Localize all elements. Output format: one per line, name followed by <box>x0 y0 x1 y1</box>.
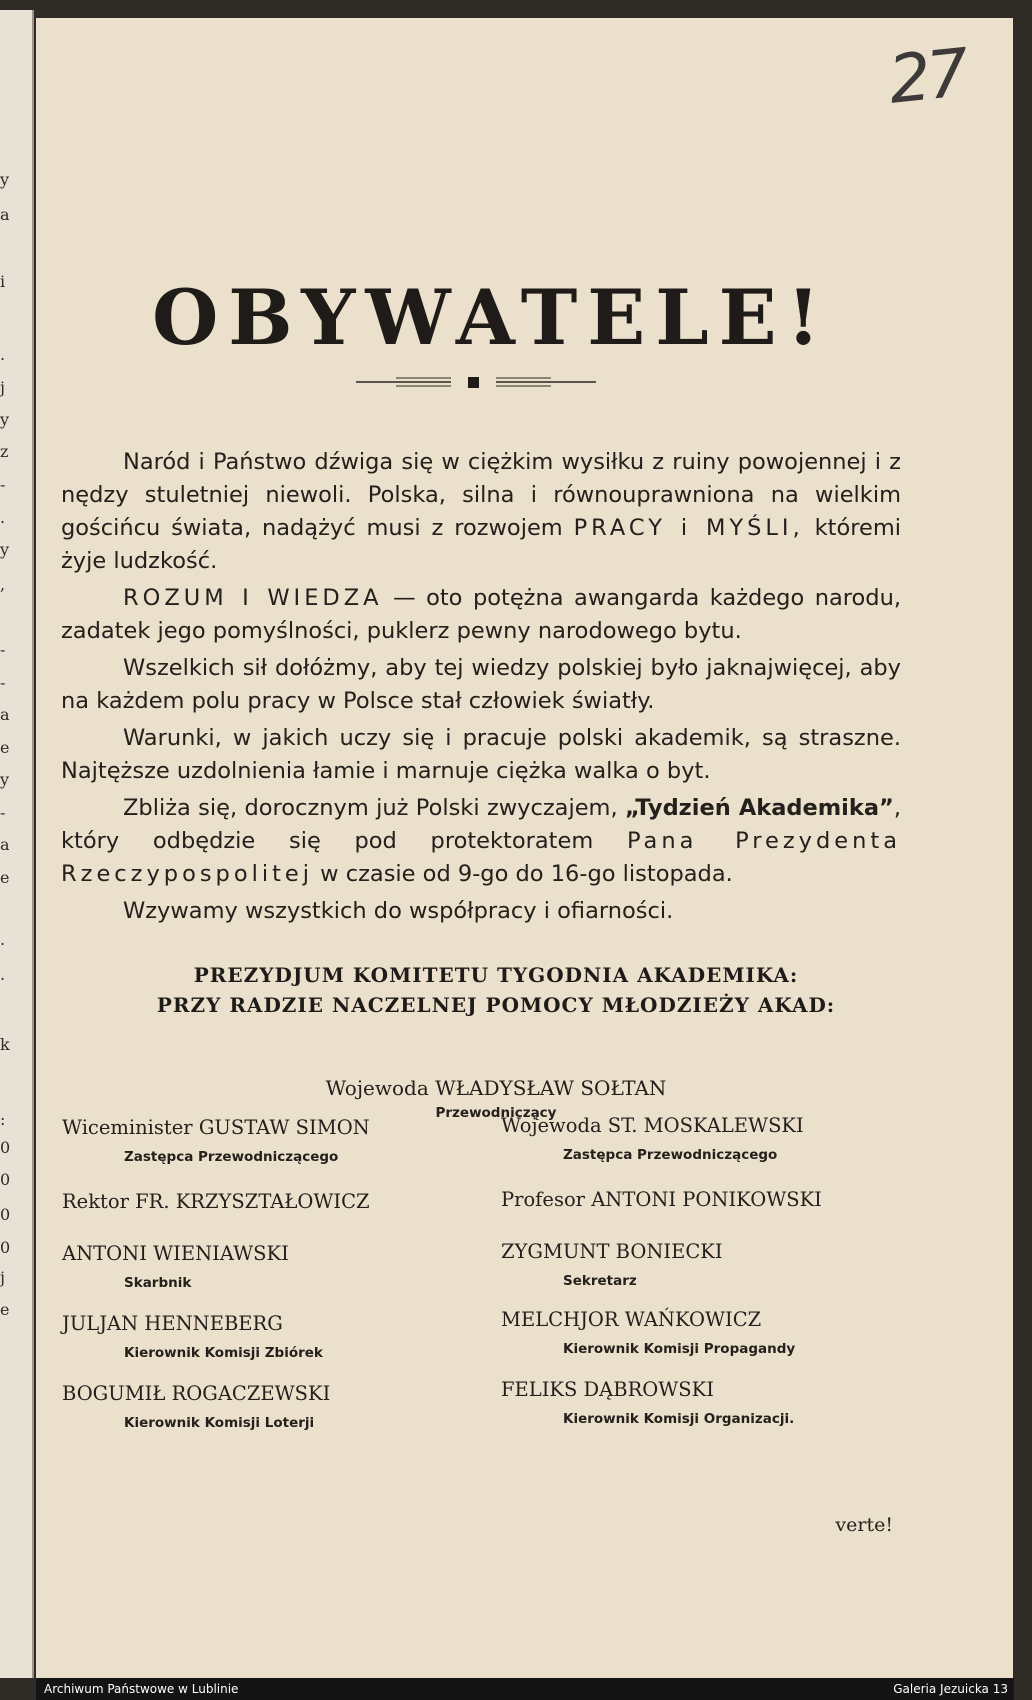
chair-role: Przewodniczący <box>435 1105 557 1121</box>
archive-address: Galeria Jezuicka 13 <box>893 1682 1008 1696</box>
member-entry <box>62 1242 482 1291</box>
margin-letter: , <box>0 575 6 594</box>
margin-letter: i <box>0 272 6 291</box>
ornament-divider-icon <box>356 373 596 393</box>
member-name: Rektor FR. KRZYSZTAŁOWICZ <box>62 1190 370 1213</box>
member-role: Skarbnik <box>124 1275 192 1291</box>
margin-letter: . <box>0 965 6 984</box>
archive-name: Archiwum Państwowe w Lublinie <box>44 1682 239 1696</box>
member-name: Wiceminister GUSTAW SIMON <box>62 1116 370 1139</box>
handwritten-folio-number: 27 <box>885 34 969 119</box>
margin-letter: e <box>0 738 10 757</box>
member-name: JULJAN HENNEBERG <box>62 1312 283 1335</box>
margin-letter: - <box>0 475 6 494</box>
page-title: OBYWATELE! <box>152 273 830 362</box>
member-entry <box>501 1114 921 1163</box>
member-name: BOGUMIŁ ROGACZEWSKI <box>62 1382 331 1405</box>
member-role: Zastępca Przewodniczącego <box>124 1149 339 1165</box>
archive-footer <box>36 1678 1014 1700</box>
margin-letter: : <box>0 1110 6 1129</box>
margin-letter: 0 <box>0 1238 11 1257</box>
margin-letter: 0 <box>0 1170 11 1189</box>
margin-letter: y <box>0 770 10 789</box>
member-entry <box>62 1116 482 1165</box>
margin-letter: e <box>0 1300 10 1319</box>
committee-line-1: PREZYDJUM KOMITETU TYGODNIA AKADEMIKA: <box>193 963 799 987</box>
margin-letter: - <box>0 640 6 659</box>
verte-note: verte! <box>835 1514 893 1536</box>
member-entry <box>501 1188 921 1211</box>
margin-letter: 0 <box>0 1138 11 1157</box>
adjacent-page-strip <box>0 10 34 1678</box>
margin-letter: . <box>0 345 6 364</box>
margin-letter: - <box>0 803 6 822</box>
member-name: ZYGMUNT BONIECKI <box>501 1240 723 1263</box>
member-name: MELCHJOR WAŃKOWICZ <box>501 1308 762 1331</box>
appeal-text <box>61 446 901 932</box>
margin-letter: a <box>0 705 10 724</box>
member-name: ANTONI WIENIAWSKI <box>62 1242 289 1265</box>
margin-letter: y <box>0 170 10 189</box>
member-entry <box>501 1378 921 1427</box>
member-role: Zastępca Przewodniczącego <box>563 1147 778 1163</box>
paragraph-5: Zbliża się, dorocznym już Polski zwyczajem, „Tydzień Akademika”, który odbędzie się pod protektoratem Pana Prezydenta Rzeczypospolitej w czasie od 9-go do 16-go listopada. <box>61 795 901 887</box>
member-role: Kierownik Komisji Zbiórek <box>124 1345 323 1361</box>
member-role: Kierownik Komisji Propagandy <box>563 1341 796 1357</box>
margin-letter: k <box>0 1035 10 1054</box>
paragraph-3: Wszelkich sił dołóżmy, aby tej wiedzy polskiej było jaknajwięcej, aby na każdem polu pracy w Polsce stał człowiek światły. <box>61 655 901 714</box>
member-entry <box>501 1308 921 1357</box>
paragraph-1: Naród i Państwo dźwiga się w ciężkim wysiłku z ruiny powojennej i z nędzy stuletniej niewoli. Polska, silna i równouprawniona na wielkim gościńcu świata, nadążyć musi z rozwojem PRACY i MYŚLI, któremi żyje ludzkość. <box>61 449 901 574</box>
member-role: Sekretarz <box>563 1273 637 1289</box>
poster-page <box>36 18 1013 1678</box>
paragraph-4: Warunki, w jakich uczy się i pracuje polski akademik, są straszne. Najtęższe uzdolnienia łamie i marnuje ciężka walka o byt. <box>61 725 901 784</box>
member-name: Profesor ANTONI PONIKOWSKI <box>501 1188 822 1211</box>
margin-letter: y <box>0 410 10 429</box>
member-role: Kierownik Komisji Loterji <box>124 1415 315 1431</box>
member-entry <box>62 1190 482 1213</box>
member-entry <box>501 1240 921 1289</box>
margin-letter: y <box>0 540 10 559</box>
margin-letter: a <box>0 205 10 224</box>
margin-letter: 0 <box>0 1205 11 1224</box>
margin-letter: j <box>0 378 5 397</box>
margin-letter: - <box>0 673 6 692</box>
margin-letter: a <box>0 835 10 854</box>
member-entry <box>62 1382 482 1431</box>
margin-letter: e <box>0 868 10 887</box>
margin-letter: z <box>0 442 9 461</box>
paragraph-2: ROZUM I WIEDZA — oto potężna awangarda każdego narodu, zadatek jego pomyślności, puklerz pewny narodowego bytu. <box>61 585 901 644</box>
member-role: Kierownik Komisji Organizacji. <box>563 1411 795 1427</box>
member-name: FELIKS DĄBROWSKI <box>501 1378 714 1401</box>
margin-letter: . <box>0 508 6 527</box>
committee-line-2: PRZY RADZIE NACZELNEJ POMOCY MŁODZIEŻY AKAD: <box>156 993 836 1017</box>
member-name: Wojewoda ST. MOSKALEWSKI <box>501 1114 804 1137</box>
chair-name: Wojewoda WŁADYSŁAW SOŁTAN <box>325 1076 667 1100</box>
member-entry <box>62 1312 482 1361</box>
paragraph-6: Wzywamy wszystkich do współpracy i ofiarności. <box>123 898 674 924</box>
margin-letter: j <box>0 1268 5 1287</box>
committee-heading <box>36 960 956 1020</box>
margin-letter: . <box>0 930 6 949</box>
